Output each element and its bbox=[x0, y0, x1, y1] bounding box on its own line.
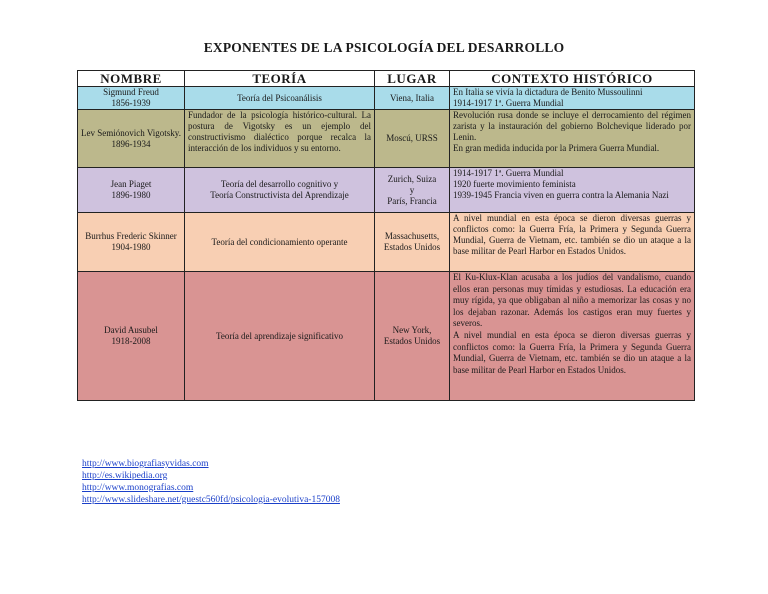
cell-nombre bbox=[78, 168, 185, 213]
cell-teoria bbox=[185, 87, 375, 110]
context-text: En Italia se vivía la dictadura de Benito Mussoulinni bbox=[453, 87, 643, 97]
cell-teoria bbox=[185, 272, 375, 401]
page-title: EXPONENTES DE LA PSICOLOGÍA DEL DESARROLLO bbox=[203, 40, 565, 55]
author-name: Burrhus Frederic Skinner bbox=[85, 231, 177, 241]
theory-text: Teoría del Psicoanálisis bbox=[237, 92, 322, 103]
cell-teoria bbox=[185, 213, 375, 272]
author-years: 1904-1980 bbox=[111, 242, 151, 252]
author-years: 1856-1939 bbox=[111, 98, 151, 108]
link-monografias[interactable]: http://www.monografias.com bbox=[82, 483, 194, 493]
cell-lugar bbox=[375, 168, 450, 213]
place-text: París, Francia bbox=[387, 195, 437, 206]
context-text: El Ku-Klux-Klan acusaba a los judíos del vandalismo, cuando ellos eran personas muy tímidas y estudiosas. La educación era muy rígida, ya que obligaban al niño a memorizar las cosas y no los dejaban razonar. Además los castigos eran muy fuertes y severos. bbox=[453, 272, 691, 329]
table-row bbox=[78, 87, 695, 110]
link-slideshare[interactable]: http://www.slideshare.net/guestc560fd/psicologia-evolutiva-157008 bbox=[82, 495, 340, 505]
cell-lugar bbox=[375, 272, 450, 401]
table-header-row bbox=[78, 71, 695, 87]
cell-nombre bbox=[78, 87, 185, 110]
place-text: Viena, Italia bbox=[390, 92, 434, 103]
author-name: Sigmund Freud bbox=[103, 87, 159, 97]
theory-text: Teoría del desarrollo cognitivo y bbox=[220, 179, 339, 189]
header-teoria: TEORÍA bbox=[185, 71, 375, 87]
link-biografiasyvidas[interactable]: http://www.biografiasyvidas.com bbox=[82, 459, 209, 469]
author-years: 1896-1980 bbox=[111, 190, 151, 200]
context-text: 1920 fuerte movimiento feminista bbox=[453, 179, 576, 189]
context-text: A nivel mundial en esta época se dieron diversas guerras y conflictos como: la Guerra Fría, la Primera y Segunda Guerra Mundial, Guerra de Vietnam, etc. también se dio un ataque a la base militar de Pearl Harbor en Estados Unidos. bbox=[453, 329, 691, 375]
table-row bbox=[78, 213, 695, 272]
author-name: Lev Semiónovich Vigotsky. bbox=[81, 127, 181, 138]
cell-contexto bbox=[450, 110, 695, 168]
cell-contexto bbox=[450, 168, 695, 213]
cell-nombre bbox=[78, 272, 185, 401]
place-text: Massachusetts, Estados Unidos bbox=[383, 231, 441, 252]
context-text: A nivel mundial en esta época se dieron diversas guerras y conflictos como: la Guerra Fría, la Primera y Segunda Guerra Mundial, Guerra de Vietnam, etc. también se dio un ataque a la base militar de Pearl Harbor en Estados Unidos. bbox=[453, 213, 691, 256]
cell-lugar bbox=[375, 87, 450, 110]
header-nombre: NOMBRE bbox=[78, 71, 185, 87]
context-text: 1914-1917 1ª. Guerra Mundial bbox=[453, 168, 564, 178]
table-row bbox=[78, 168, 695, 213]
author-name: Jean Piaget bbox=[110, 179, 152, 189]
authors-table bbox=[77, 70, 695, 401]
theory-text: Teoría Constructivista del Aprendizaje bbox=[210, 190, 349, 200]
theory-text: Teoría del aprendizaje significativo bbox=[215, 330, 344, 341]
context-text: 1939-1945 Francia viven en guerra contra la Alemania Nazi bbox=[453, 190, 669, 200]
theory-text: Fundador de la psicología histórico-cultural. La postura de Vigotsky es un ejemplo del constructivismo dialéctico porque recalca la interacción de los individuos y su entorno. bbox=[188, 110, 371, 153]
header-contexto: CONTEXTO HISTÓRICO bbox=[450, 71, 695, 87]
cell-contexto bbox=[450, 213, 695, 272]
table-row bbox=[78, 110, 695, 168]
cell-teoria bbox=[185, 168, 375, 213]
cell-contexto bbox=[450, 87, 695, 110]
cell-teoria bbox=[185, 110, 375, 168]
context-text: En gran medida inducida por la Primera Guerra Mundial. bbox=[453, 143, 660, 153]
table-row bbox=[78, 272, 695, 401]
reference-links bbox=[82, 458, 340, 506]
author-years: 1918-2008 bbox=[111, 336, 151, 346]
cell-nombre bbox=[78, 213, 185, 272]
cell-lugar bbox=[375, 213, 450, 272]
place-text: Zurich, Suiza bbox=[387, 173, 437, 184]
cell-lugar bbox=[375, 110, 450, 168]
place-text: Moscú, URSS bbox=[386, 133, 438, 143]
author-name: David Ausubel bbox=[104, 325, 158, 335]
cell-contexto bbox=[450, 272, 695, 401]
header-lugar: LUGAR bbox=[375, 71, 450, 87]
context-text: Revolución rusa donde se incluye el derrocamiento del régimen zarista y la instauración del gobierno Bolchevique liderado por Lenin. bbox=[453, 110, 691, 142]
link-wikipedia[interactable]: http://es.wikipedia.org bbox=[82, 471, 168, 481]
place-text: y bbox=[409, 184, 415, 195]
theory-text: Teoría del condicionamiento operante bbox=[211, 236, 348, 247]
cell-nombre bbox=[78, 110, 185, 168]
place-text: New York, Estados Unidos bbox=[383, 325, 441, 346]
context-text: 1914-1917 1ª. Guerra Mundial bbox=[453, 98, 564, 108]
author-years: 1896-1934 bbox=[111, 138, 151, 149]
